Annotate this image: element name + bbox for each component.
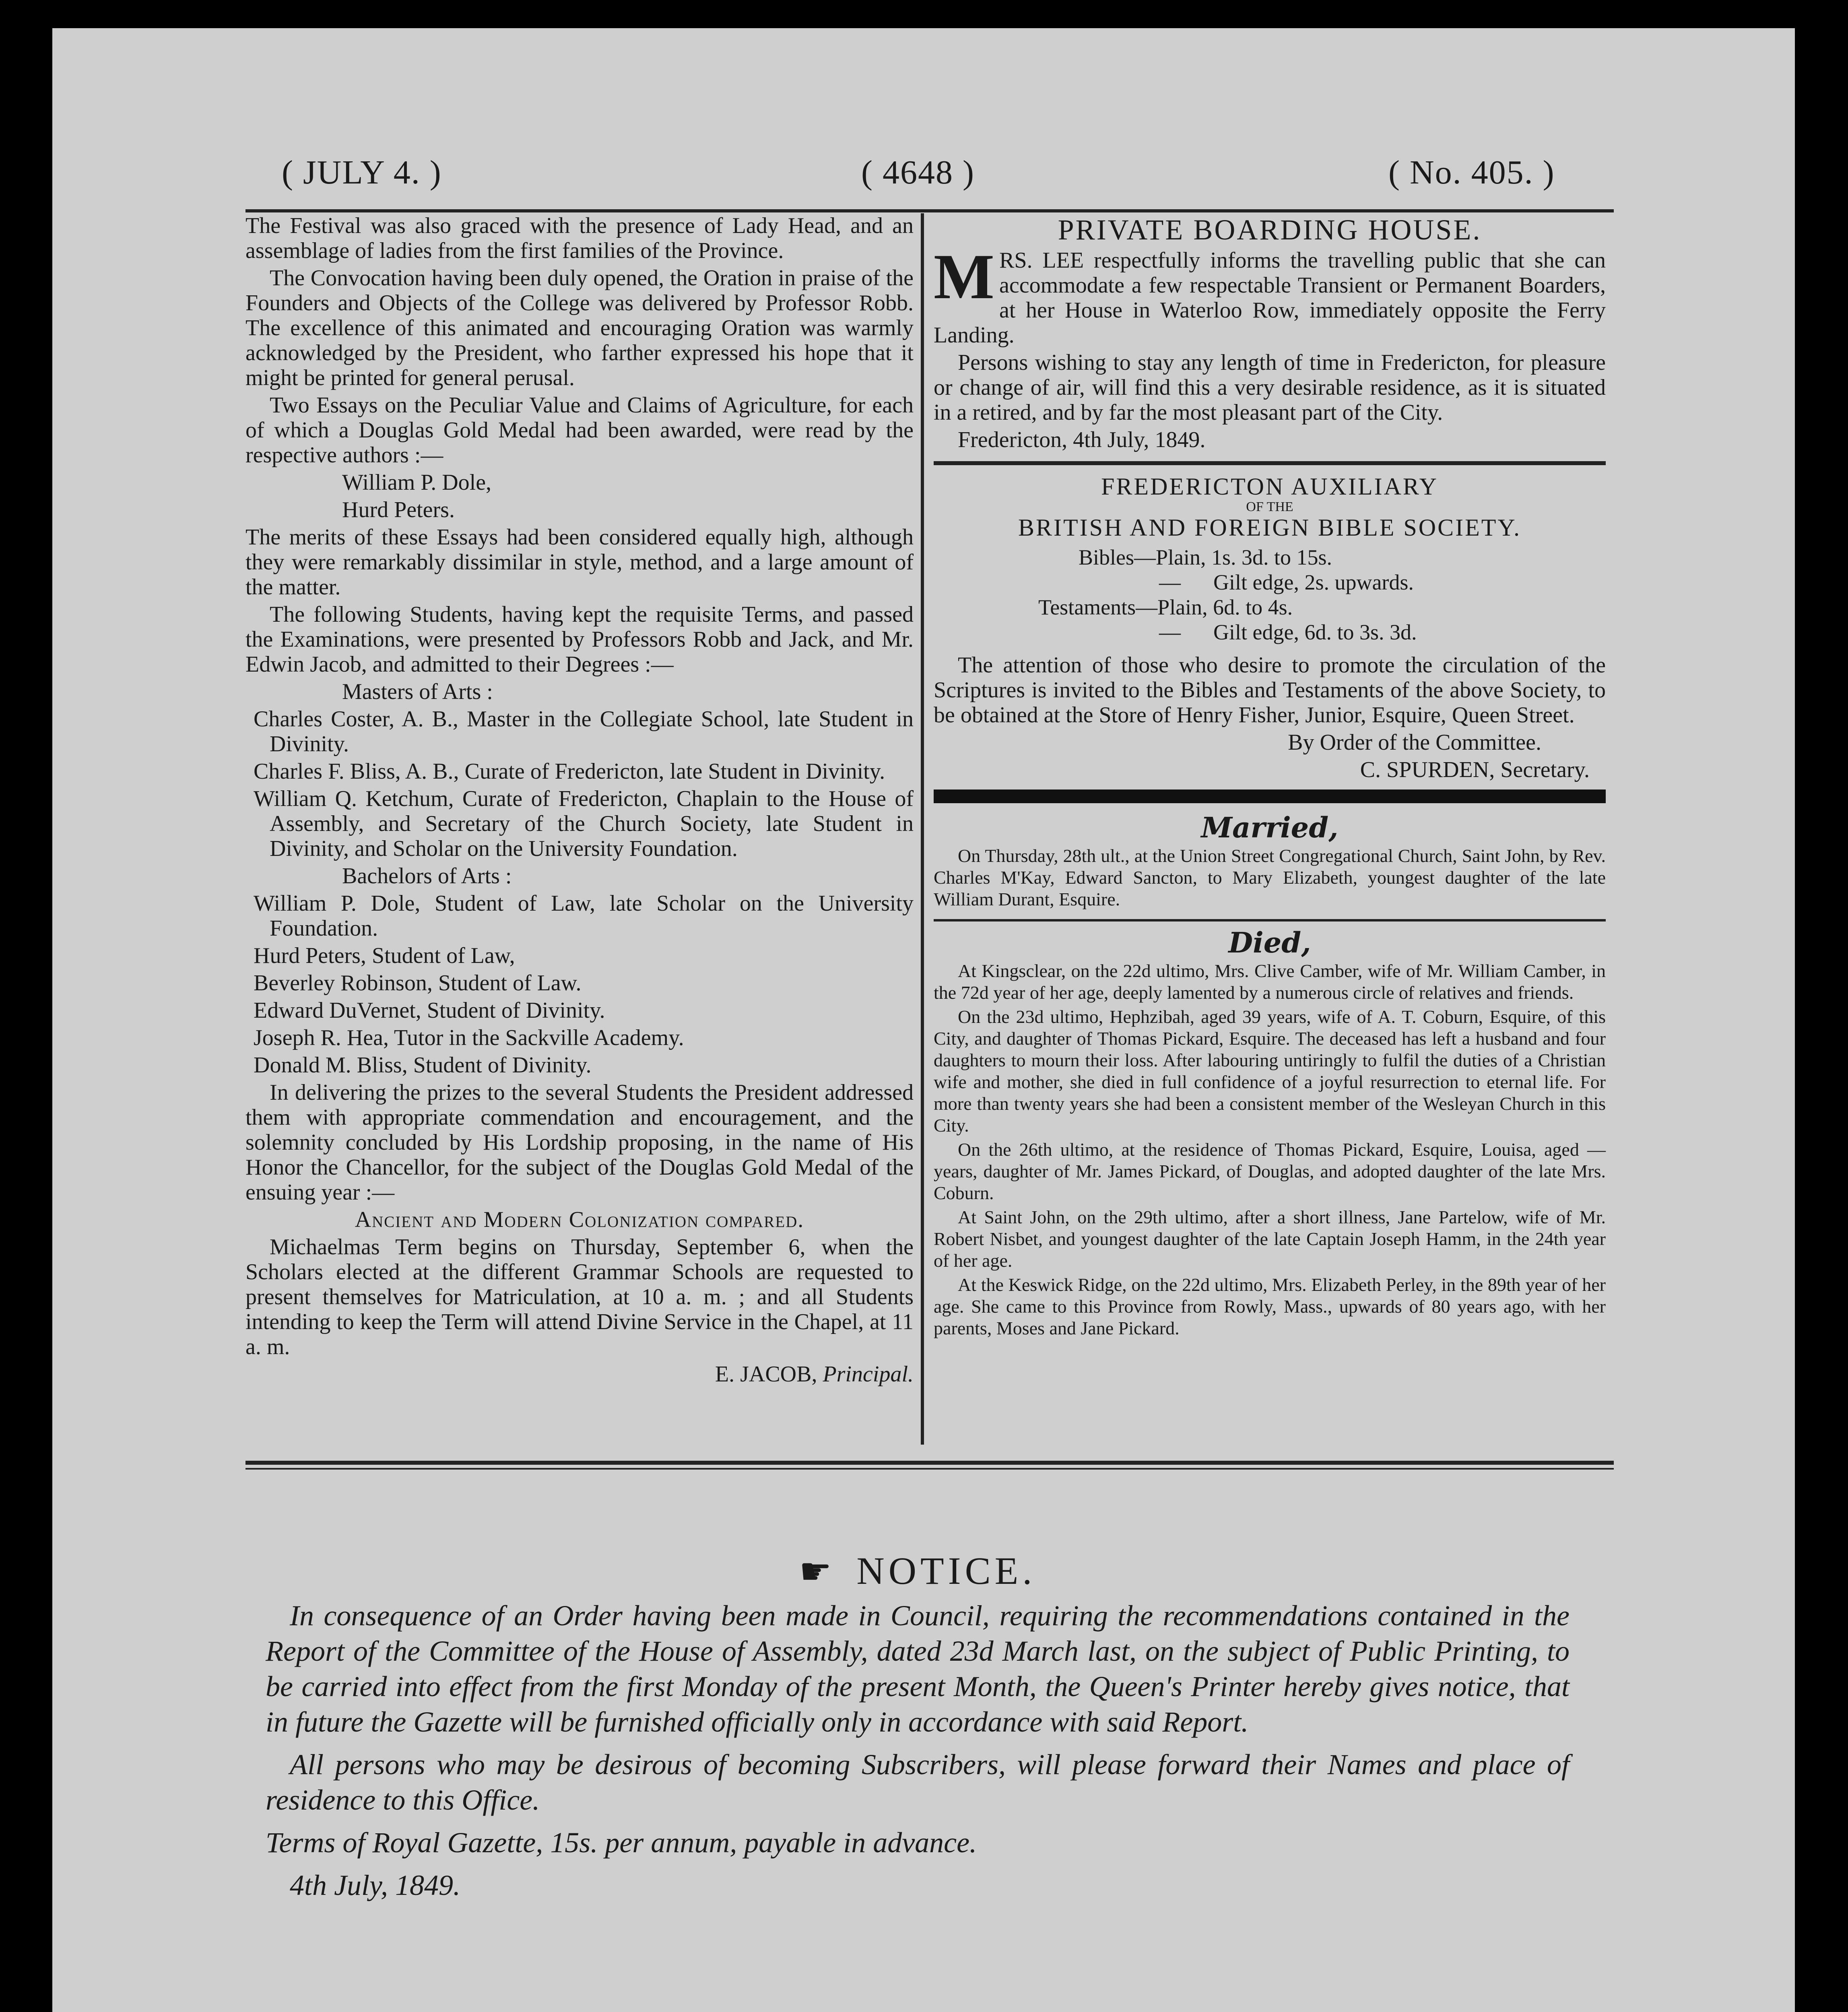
boarding-text: RS. LEE respectfully informs the travelling public that she can accommodate a few respectable Transient or Permanent Boarders, at her House in Waterloo Row, immediately opposite the Ferry Landing.	[934, 248, 1606, 348]
signature-name: E. JACOB,	[715, 1362, 817, 1387]
notice-terms: Terms of Royal Gazette, 15s. per annum, payable in advance.	[266, 1826, 977, 1859]
dateline: Fredericton, 4th July, 1849.	[958, 427, 1206, 452]
paragraph: Persons wishing to stay any length of time in Fredericton, for pleasure or change of air, will find this a very desirable residence, as it is situated in a retired, and by far the most pleasant part of the City.	[934, 350, 1606, 425]
degree-entry: Beverley Robinson, Student of Law.	[254, 971, 582, 996]
degree-entry: William P. Dole, Student of Law, late Scholar on the University Foundation.	[254, 891, 914, 941]
bible-title-1: FREDERICTON AUXILIARY	[1101, 473, 1438, 500]
degree-entry: Charles Coster, A. B., Master in the Collegiate School, late Student in Divinity.	[254, 707, 914, 757]
price-row: — Gilt edge, 2s. upwards.	[1159, 570, 1414, 594]
paragraph: Michaelmas Term begins on Thursday, September 6, when the Scholars elected at the different Grammar Schools are requested to present themselves for Matriculation, at 10 a. m. ; and all Students intending to keep the Term will attend Divine Service in the Chapel, at 11 a. m.	[245, 1235, 914, 1359]
death-notice: On the 23d ultimo, Hephzibah, aged 39 years, wife of A. T. Coburn, Esquire, of this City, and daughter of Thomas Pickard, Esquire. The deceased has left a husband and four daughters to mourn their loss. After labouring untiringly to fulfil the duties of a Christian wife and mother, she died in full confidence of a joyful resurrection to eternal life. For more than twenty years she had been a consistent member of the Wesleyan Church in this City.	[934, 1006, 1606, 1136]
price-row: Bibles—Plain, 1s. 3d. to 15s.	[1079, 545, 1332, 569]
paragraph: The following Students, having kept the requisite Terms, and passed the Examinations, were presented by Professors Robb and Jack, and Mr. Edwin Jacob, and admitted to their Degrees :—	[245, 602, 914, 677]
degree-entry: Charles F. Bliss, A. B., Curate of Fredericton, late Student in Divinity.	[254, 759, 885, 784]
header-page-number: ( 4648 )	[861, 154, 975, 191]
paragraph: The Convocation having been duly opened, the Oration in praise of the Founders and Objects of the College was delivered by Professor Robb. The excellence of this animated and encouraging Oration was warmly acknowledged by the President, who farther expressed his hope that it might be printed for general perusal.	[245, 266, 914, 390]
death-notice: At Saint John, on the 29th ultimo, after a short illness, Jane Partelow, wife of Mr. Robert Nisbet, and youngest daughter of the late Captain Joseph Hamm, in the 24th year of her age.	[934, 1207, 1606, 1271]
notice-date: 4th July, 1849.	[290, 1869, 460, 1901]
bible-title-2: OF THE	[1246, 499, 1293, 514]
committee-order: By Order of the Committee.	[1288, 730, 1541, 755]
essay-author: William P. Dole,	[342, 470, 492, 495]
notice-title-text: NOTICE.	[856, 1549, 1036, 1592]
bible-price-list	[934, 545, 1606, 645]
medal-subject: Ancient and Modern Colonization compared.	[355, 1207, 804, 1232]
column-divider	[921, 213, 924, 1445]
signature	[245, 1362, 914, 1387]
signature-title: Principal.	[823, 1362, 914, 1387]
degree-entry: Joseph R. Hea, Tutor in the Sackville Academy.	[254, 1025, 684, 1050]
paragraph: The Festival was also graced with the presence of Lady Head, and an assemblage of ladies from the first families of the Province.	[245, 213, 914, 263]
boarding-house-title: PRIVATE BOARDING HOUSE.	[1058, 214, 1482, 246]
death-notice: On the 26th ultimo, at the residence of Thomas Pickard, Esquire, Louisa, aged — years, daughter of Mr. James Pickard, of Douglas, and adopted daughter of the late Mrs. Coburn.	[934, 1139, 1606, 1203]
degree-entry: Hurd Peters, Student of Law,	[254, 943, 515, 968]
marriage-notice: On Thursday, 28th ult., at the Union Street Congregational Church, Saint John, by Rev. Charles M'Kay, Edward Sancton, to Mary Elizabeth, youngest daughter of the late William Durant, Esquire.	[934, 845, 1606, 909]
degree-entry: Donald M. Bliss, Student of Divinity.	[254, 1053, 592, 1078]
section-divider	[934, 919, 1606, 921]
degree-entry: Edward DuVernet, Student of Divinity.	[254, 998, 605, 1023]
pointing-hand-icon: ☛	[799, 1552, 836, 1592]
paragraph: Two Essays on the Peculiar Value and Claims of Agriculture, for each of which a Douglas Gold Medal had been awarded, were read by the respective authors :—	[245, 393, 914, 468]
right-column	[934, 213, 1606, 1342]
header-date: ( JULY 4. )	[282, 154, 442, 191]
notice-paragraph: In consequence of an Order having been made in Council, requiring the recommendations contained in the Report of the Committee of the House of Assembly, dated 23d March last, on the subject of Public Printing, to be carried into effect from the first Monday of the present Month, the Queen's Printer hereby gives notice, that in future the Gazette will be furnished officially only in accordance with said Report.	[266, 1600, 1570, 1738]
bachelors-heading: Bachelors of Arts :	[342, 864, 512, 888]
essay-author: Hurd Peters.	[342, 497, 455, 522]
thick-divider	[934, 790, 1606, 803]
header-rule	[245, 209, 1614, 212]
died-heading: Died,	[1228, 926, 1311, 959]
price-row: Testaments—Plain, 6d. to 4s.	[1038, 595, 1293, 619]
left-column	[245, 213, 914, 1389]
paragraph: The merits of these Essays had been considered equally high, although they were remarkably dissimilar in style, method, and a large amount of the matter.	[245, 525, 914, 600]
price-row: — Gilt edge, 6d. to 3s. 3d.	[1159, 620, 1417, 644]
secretary-signature: C. SPURDEN, Secretary.	[1360, 757, 1590, 782]
columns-bottom-rule	[245, 1461, 1614, 1465]
drop-cap: M	[934, 241, 995, 312]
paragraph: The attention of those who desire to promote the circulation of the Scriptures is invited to the Bibles and Testaments of the above Society, to be obtained at the Store of Henry Fisher, Junior, Esquire, Queen Street.	[934, 653, 1606, 728]
boarding-paragraph	[934, 241, 1606, 348]
paragraph: In delivering the prizes to the several Students the President addressed them with appropriate commendation and encouragement, and the solemnity concluded by His Lordship proposing, in the name of His Honor the Chancellor, for the subject of the Douglas Gold Medal of the ensuing year :—	[245, 1080, 914, 1205]
header-issue-number: ( No. 405. )	[1388, 154, 1555, 191]
married-heading: Married,	[1201, 811, 1339, 844]
death-notice: At the Keswick Ridge, on the 22d ultimo, Mrs. Elizabeth Perley, in the 89th year of her age. She came to this Province from Rowly, Mass., upwards of 80 years ago, with her parents, Moses and Jane Pickard.	[934, 1274, 1606, 1338]
columns-bottom-rule-2	[245, 1468, 1614, 1470]
death-notice: At Kingsclear, on the 22d ultimo, Mrs. Clive Camber, wife of Mr. William Camber, in the 72d year of her age, deeply lamented by a numerous circle of relatives and friends.	[934, 961, 1606, 1003]
section-divider	[934, 461, 1606, 465]
notice-paragraph: All persons who may be desirous of becoming Subscribers, will please forward their Names and place of residence to this Office.	[266, 1748, 1570, 1816]
degree-entry: William Q. Ketchum, Curate of Fredericton, Chaplain to the House of Assembly, and Secretary of the Church Society, late Student in Divinity, and Scholar on the University Foundation.	[254, 786, 914, 861]
notice-section	[266, 1549, 1570, 1910]
masters-heading: Masters of Arts :	[342, 679, 493, 704]
notice-title	[266, 1549, 1570, 1592]
bible-title-3: BRITISH AND FOREIGN BIBLE SOCIETY.	[1018, 514, 1521, 541]
